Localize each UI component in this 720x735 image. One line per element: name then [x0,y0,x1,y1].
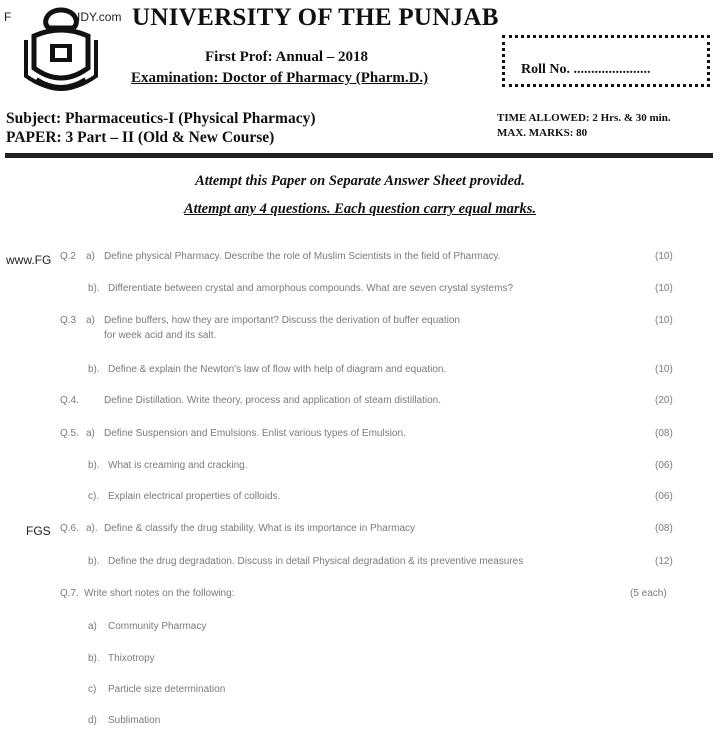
question-marks: (10) [655,283,673,294]
question-text: Define Suspension and Emulsions. Enlist various types of Emulsion. [104,428,406,439]
question-text: Explain electrical properties of colloids. [108,491,281,502]
university-title: UNIVERSITY OF THE PUNJAB [132,4,499,31]
question-part-label: d) [88,715,97,726]
question-text: Define & explain the Newton's law of flow with help of diagram and equation. [108,364,447,375]
max-marks: MAX. MARKS: 80 [497,127,588,139]
question-part-label: b). [88,364,100,375]
question-marks: (08) [655,523,673,534]
question-part-label: b). [88,653,100,664]
question-number: Q.2 [60,251,77,262]
question-marks: (5 each) [630,588,667,599]
paper-label: PAPER: 3 Part – II (Old & New Course) [6,129,275,146]
question-text: Write short notes on the following: [84,588,235,599]
question-number: Q.3 [60,315,77,326]
question-marks: (10) [655,315,673,326]
question-marks: (10) [655,251,673,262]
instruction-answer-sheet: Attempt this Paper on Separate Answer Sheet provided. [195,173,525,189]
question-text: What is creaming and cracking. [108,460,248,471]
question-part-label: c). [88,491,100,502]
question-part-label: b). [88,556,100,567]
question-part-label: a) [88,621,97,632]
question-number: Q.4. [60,395,79,406]
question-text: Define Distillation. Write theory, process and application of steam distillation. [104,395,442,406]
header-divider [5,153,713,158]
question-part-label: a). [86,523,98,534]
question-marks: (08) [655,428,673,439]
roll-number-box [502,35,710,87]
subject-label: Subject: Pharmaceutics-I (Physical Pharmacy) [6,110,316,127]
question-text: Define buffers, how they are important? Discuss the derivation of buffer equation [104,315,460,326]
time-allowed: TIME ALLOWED: 2 Hrs. & 30 min. [497,112,671,124]
exam-session: First Prof: Annual – 2018 [205,49,369,65]
examination-title: Examination: Doctor of Pharmacy (Pharm.D.) [131,70,429,86]
question-text: Differentiate between crystal and amorphous compounds. What are seven crystal systems? [108,283,514,294]
question-marks: (20) [655,395,673,406]
question-marks: (10) [655,364,673,375]
roll-number-label: Roll No. ...................... [521,62,651,77]
question-text: Define the drug degradation. Discuss in detail Physical degradation & its preventive measures [108,556,524,567]
question-text: Community Pharmacy [108,621,207,632]
question-marks: (06) [655,491,673,502]
question-number: Q.6. [60,523,79,534]
question-text: Particle size determination [108,684,226,695]
question-text: Sublimation [108,715,161,726]
watermark-text: FGS [26,524,51,538]
question-part-label: a) [86,428,95,439]
question-part-label: c) [88,684,97,695]
watermark-text: IDY.com [77,10,122,24]
question-text-continued: for week acid and its salt. [104,330,217,341]
question-part-label: a) [86,315,95,326]
question-marks: (06) [655,460,673,471]
question-part-label: a) [86,251,95,262]
question-text: Thixotropy [108,653,155,664]
question-number: Q.5. [60,428,79,439]
question-number: Q.7. [60,588,79,599]
question-text: Define physical Pharmacy. Describe the role of Muslim Scientists in the field of Pharmacy. [104,251,501,262]
question-part-label: b). [88,283,100,294]
question-part-label: b). [88,460,100,471]
instruction-attempt-questions: Attempt any 4 questions. Each question carry equal marks. [183,201,537,217]
question-text: Define & classify the drug stability. What is its importance in Pharmacy [104,523,416,534]
watermark-text: www.FG [6,253,52,267]
watermark-text: F [4,10,12,24]
question-marks: (12) [655,556,673,567]
